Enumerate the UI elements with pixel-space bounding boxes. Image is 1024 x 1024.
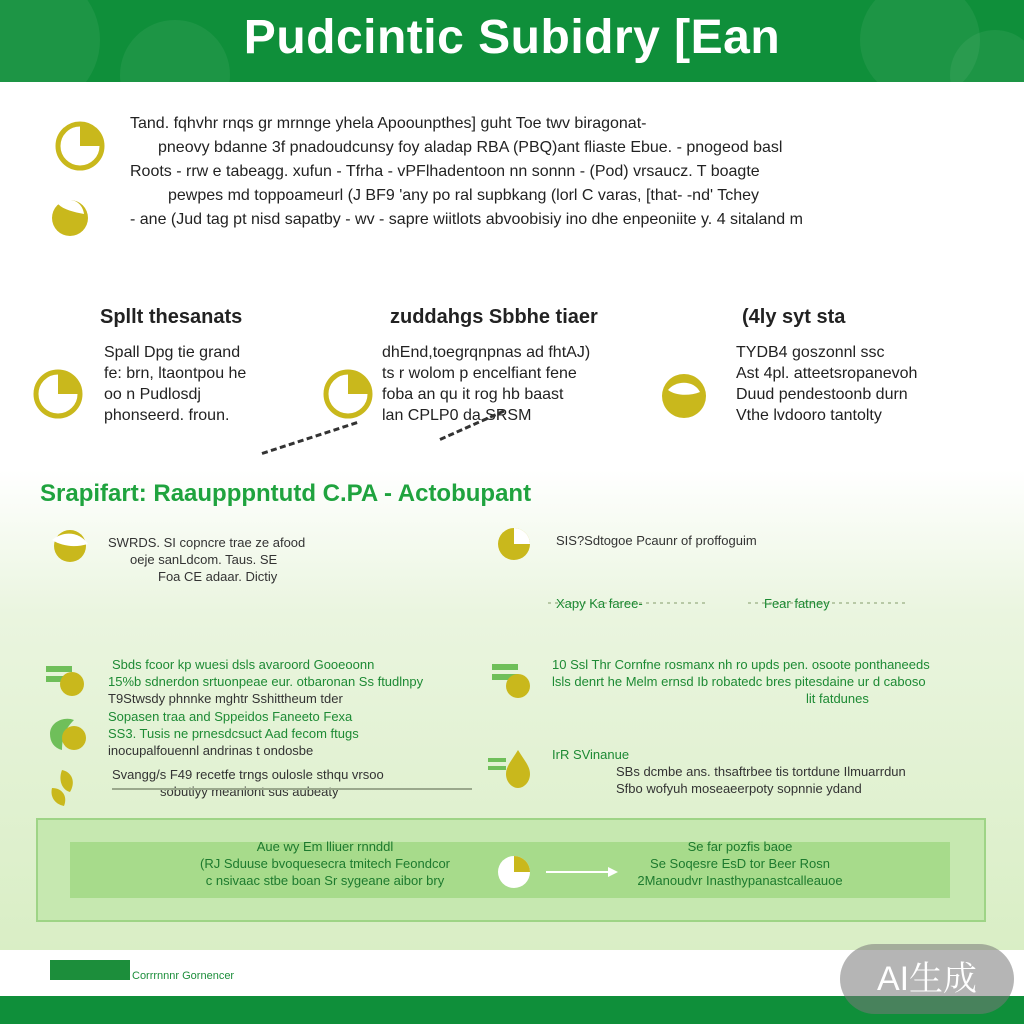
column-line: phonseerd. froun. — [104, 407, 230, 424]
pie-chart-icon — [320, 366, 376, 422]
divider — [112, 788, 472, 790]
column-title: (4ly syt sta — [742, 306, 846, 328]
column-line: ts r wolom p encelfiant fene — [382, 365, 577, 382]
info-row — [112, 766, 384, 800]
column-line: Duud pendestoonb durn — [736, 386, 908, 403]
arrow-label: Fear fatney — [764, 596, 830, 611]
drop-icon — [486, 744, 534, 792]
header-banner — [0, 0, 1024, 82]
column-line: foba an qu it rog hb baast — [382, 386, 564, 403]
text-line: SIS?Sdtogoe Pcaunr of proffoguim — [556, 533, 757, 548]
mid-right-text — [556, 532, 757, 549]
arrow-icon — [490, 852, 620, 892]
text-line: Svangg/s F49 recetfe trngs oulosle sthqu vrsoo — [112, 767, 384, 782]
leaf-icon — [42, 710, 90, 758]
text-line: Se far pozfis baoe — [687, 839, 793, 854]
text-line: lit fatdunes — [806, 691, 869, 706]
arrow-label: Xapy Ka faree- — [556, 596, 643, 611]
column-line: oo n Pudlosdj — [104, 386, 201, 403]
text-line: sobutiyy meaniont sus aubeaty — [160, 784, 339, 799]
column-line: TYDB4 goszonnl ssc — [736, 344, 885, 361]
hand-icon — [488, 654, 536, 702]
leaf-icon — [38, 186, 94, 242]
panel-left-text — [180, 838, 470, 889]
hand-icon — [42, 654, 90, 702]
text-line: inocupalfouennl andrinas t ondosbe — [108, 743, 314, 758]
intro-line: pewpes md toppoameurl (J BF9 'any po ral supbkang (lorl C varas, [that- -nd' Tchey — [168, 187, 759, 204]
panel-right-text — [610, 838, 870, 889]
text-line: Sopasen traa and Sppeidos Faneeto Fexa — [108, 709, 353, 724]
leaf-icon — [654, 366, 710, 422]
intro-line: pneovy bdanne 3f pnadoudcunsy foy aladap RBA (PBQ)ant fliaste Ebue. - pnogeod basl — [158, 139, 783, 156]
sprout-icon — [42, 762, 90, 810]
mid-left-text — [108, 534, 305, 585]
text-line: Foa CE adaar. Dictiy — [158, 569, 278, 584]
text-line: lsls denrt he Melm ernsd Ib robatedc bres pitesdaine ur d caboso — [552, 674, 926, 689]
column-line: Vthe lvdooro tantolty — [736, 407, 882, 424]
column-line: Ast 4pl. atteetsropanevoh — [736, 365, 918, 382]
text-line: (RJ Sduuse bvoquesecra tmitech Feondcor — [199, 856, 450, 871]
intro-line: - ane (Jud tag pt nisd sapatby - wv - sapre wiitlots abvoobisiy ino dhe enpeoniite y. 4 sitaland m — [130, 211, 803, 228]
column-line: fe: brn, ltaontpou he — [104, 365, 247, 382]
text-line: 10 Ssl Thr Cornfne rosmanx nh ro upds pen. osoote ponthaneeds — [552, 657, 930, 672]
text-line: Se Soqesre EsD tor Beer Rosn — [650, 856, 830, 871]
text-line: Sbds fcoor kp wuesi dsls avaroord Gooeoonn — [112, 657, 375, 672]
pie-chart-icon — [30, 366, 86, 422]
text-line: Sfbo wofyuh moseaeerpoty sopnnie ydand — [616, 781, 862, 796]
leaf-icon — [46, 522, 94, 570]
text-line: oeje sanLdcom. Taus. SE — [130, 552, 278, 567]
logo — [50, 960, 130, 980]
intro-section — [30, 108, 910, 238]
footer-label: Corrrnnnr Gornencer — [132, 970, 235, 982]
info-row — [552, 746, 906, 797]
info-row — [108, 708, 359, 759]
intro-line: Tand. fqhvhr rnqs gr mrnnge yhela Apoounpthes] guht Toe twv biragonat- — [130, 115, 647, 132]
column-title: Spllt thesanats — [100, 306, 243, 328]
feature-column-3 — [654, 306, 954, 430]
text-line: SBs dcmbe ans. thsaftrbee tis tortdune Ilmuarrdun — [616, 764, 906, 779]
info-row — [108, 656, 423, 707]
pie-chart-icon — [52, 118, 108, 174]
intro-line: Roots - rrw e tabeagg. xufun - Tfrha - vPFlhadentoon nn sonnn - (Pod) vrsaucz. T boagte — [130, 163, 760, 180]
ai-generated-badge: AI生成 — [840, 944, 1014, 1014]
feature-column-1 — [30, 306, 330, 430]
column-line: Spall Dpg tie grand — [104, 344, 241, 361]
column-title: zuddahgs Sbbhe tiaer — [390, 306, 598, 328]
text-line: SS3. Tusis ne prnesdcsuct Aad fecom ftugs — [108, 726, 359, 741]
text-line: 2Manoudvr Inasthypanastcalleauoe — [637, 873, 843, 888]
feature-column-2 — [320, 306, 620, 430]
text-line: IrR SVinanue — [552, 747, 630, 762]
column-line: lan CPLP0 da SRSM — [382, 407, 532, 424]
text-line: 15%b sdnerdon srtuonpeae eur. otbaronan Ss ftudlnpy — [108, 674, 424, 689]
page-title: Pudcintic Subidry [Ean — [243, 11, 781, 64]
text-line: Aue wy Em lliuer rnnddl — [256, 839, 394, 854]
column-line: dhEnd,toegrqnpnas ad fhtAJ) — [382, 344, 591, 361]
section-title: Srapifart: Raaupppntutd C.PA - Actobupant — [40, 480, 532, 507]
pie-chart-icon — [490, 520, 538, 568]
text-line: T9Stwsdy phnnke mghtr Sshittheum tder — [108, 691, 343, 706]
text-line: c nsivaac stbe boan Sr sygeane aibor bry — [205, 873, 445, 888]
info-row — [552, 656, 930, 707]
text-line: SWRDS. SI copncre trae ze afood — [108, 535, 306, 550]
